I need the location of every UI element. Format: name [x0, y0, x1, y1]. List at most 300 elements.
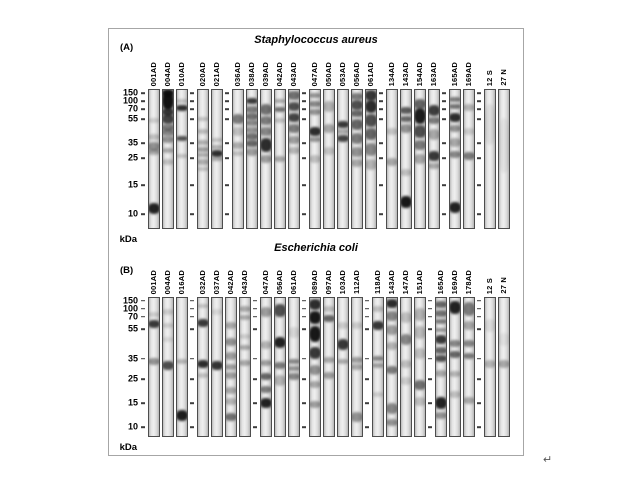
- gel-lane-061AD: [288, 269, 300, 437]
- gel-strip: [162, 89, 174, 229]
- gel-strip: [162, 297, 174, 437]
- mw-tick: [477, 92, 481, 94]
- lane-label: 032AD: [198, 269, 207, 294]
- mw-tick: [253, 300, 257, 302]
- mw-label: 150: [122, 294, 138, 305]
- mw-tick: [141, 402, 145, 404]
- gel-strip: [176, 297, 188, 437]
- gel-lane-043AD: [288, 61, 300, 229]
- protein-band: [435, 319, 447, 325]
- protein-band: [463, 152, 475, 160]
- lane-group: [141, 61, 188, 229]
- gel-lane-103AD: [337, 269, 349, 437]
- gel-lane-016AD: [176, 269, 188, 437]
- protein-band: [176, 410, 188, 421]
- protein-band: [309, 101, 321, 107]
- lane-label: 143AD: [401, 61, 410, 86]
- mw-tick: [302, 184, 306, 186]
- mw-tick: [302, 157, 306, 159]
- protein-band: [309, 127, 321, 135]
- protein-band: [372, 392, 384, 398]
- protein-band: [309, 155, 321, 163]
- protein-band: [246, 106, 258, 113]
- protein-band: [449, 391, 461, 398]
- protein-band: [400, 169, 412, 176]
- mw-tick: [365, 358, 369, 360]
- lane-group: [302, 269, 363, 437]
- mw-label: 55: [127, 113, 138, 124]
- protein-band: [288, 327, 300, 338]
- protein-band: [414, 125, 426, 137]
- lane-group: [477, 69, 510, 229]
- mw-tick: [141, 308, 145, 310]
- protein-band: [463, 104, 475, 111]
- lane-label: 163AD: [429, 61, 438, 86]
- mw-tick: [225, 184, 229, 186]
- gel-lane-169AD: [449, 269, 461, 437]
- mw-tick-column: [253, 297, 257, 437]
- mw-label: 100: [122, 95, 138, 106]
- mw-tick: [253, 378, 257, 380]
- protein-band: [400, 334, 412, 345]
- protein-band: [148, 149, 160, 155]
- mw-tick: [379, 157, 383, 159]
- protein-band: [337, 135, 349, 142]
- protein-band: [260, 155, 272, 163]
- protein-band: [351, 147, 363, 157]
- lane-group: [477, 277, 510, 437]
- protein-band: [288, 366, 300, 372]
- mw-tick: [428, 358, 432, 360]
- protein-band: [162, 159, 174, 165]
- mw-tick: [141, 213, 145, 215]
- protein-band: [400, 116, 412, 123]
- lane-label: 056AD: [352, 61, 361, 86]
- protein-band: [288, 136, 300, 144]
- mw-tick: [225, 92, 229, 94]
- mw-tick: [141, 378, 145, 380]
- protein-band: [484, 360, 496, 368]
- protein-band: [274, 107, 286, 113]
- protein-band: [239, 334, 251, 340]
- mw-tick: [477, 118, 481, 120]
- mw-label: 70: [127, 103, 138, 114]
- panel-a-gel-area: [115, 61, 519, 245]
- protein-band: [148, 203, 160, 214]
- gel-lane-178AD: [463, 269, 475, 437]
- gel-strip: [484, 89, 496, 229]
- protein-band: [351, 159, 363, 167]
- protein-band: [435, 310, 447, 317]
- lane-group: [225, 61, 300, 229]
- lane-label: 165AD: [436, 269, 445, 294]
- protein-band: [351, 110, 363, 117]
- protein-band: [288, 373, 300, 380]
- lane-group: [190, 61, 223, 229]
- protein-band: [337, 339, 349, 350]
- protein-band: [309, 365, 321, 375]
- kda-label: kDa: [119, 234, 137, 245]
- mw-tick: [442, 92, 446, 94]
- gel-lane-12S: [484, 277, 496, 437]
- protein-band: [197, 117, 209, 121]
- protein-band: [323, 306, 335, 312]
- protein-band: [414, 154, 426, 164]
- protein-band: [449, 151, 461, 158]
- protein-band: [246, 140, 258, 147]
- mw-tick: [477, 402, 481, 404]
- mw-tick: [477, 157, 481, 159]
- protein-band: [323, 357, 335, 363]
- protein-band: [260, 127, 272, 135]
- protein-band: [260, 386, 272, 393]
- protein-band: [498, 360, 510, 368]
- lane-label: 021AD: [212, 61, 221, 86]
- mw-tick: [190, 142, 194, 144]
- lane-label: 020AD: [198, 61, 207, 86]
- protein-band: [372, 356, 384, 362]
- lane-label: 047AD: [310, 61, 319, 86]
- mw-tick: [253, 402, 257, 404]
- protein-band: [386, 299, 398, 309]
- protein-band: [463, 397, 475, 404]
- gel-lane-118AD: [372, 270, 384, 437]
- lane-label: 061AD: [366, 61, 375, 86]
- protein-band: [449, 104, 461, 110]
- mw-tick: [379, 142, 383, 144]
- lane-label: 016AD: [177, 269, 186, 294]
- mw-tick: [428, 328, 432, 330]
- mw-tick: [190, 184, 194, 186]
- gel-lane-036AD: [232, 61, 244, 229]
- mw-tick: [477, 142, 481, 144]
- gel-strip: [400, 89, 412, 229]
- protein-band: [211, 145, 223, 149]
- gel-strip: [260, 89, 272, 229]
- protein-band: [428, 163, 440, 169]
- gel-lane-151AD: [414, 269, 426, 437]
- gel-lane-27N: [498, 277, 510, 437]
- mw-tick: [302, 316, 306, 318]
- lane-label: 134AD: [387, 61, 396, 86]
- protein-band: [225, 352, 237, 360]
- mw-tick: [141, 184, 145, 186]
- protein-band: [225, 413, 237, 421]
- protein-band: [176, 154, 188, 158]
- panel-b-title: Escherichia coli: [274, 242, 358, 254]
- protein-band: [197, 360, 209, 368]
- gel-strip: [449, 297, 461, 437]
- protein-band: [246, 113, 258, 120]
- lane-label: 118AD: [373, 270, 382, 294]
- mw-tick: [141, 100, 145, 102]
- protein-band: [274, 304, 286, 316]
- protein-band: [372, 306, 384, 312]
- protein-band: [162, 129, 174, 136]
- gel-lane-27N: [498, 69, 510, 229]
- mw-tick: [365, 378, 369, 380]
- gel-strip: [365, 89, 377, 229]
- mw-label: 10: [127, 208, 138, 219]
- protein-band: [148, 358, 160, 365]
- protein-band: [323, 315, 335, 322]
- mw-tick: [190, 108, 194, 110]
- gel-lane-042AD: [225, 269, 237, 437]
- protein-band: [463, 340, 475, 347]
- gel-lane-089AD: [309, 269, 321, 437]
- protein-band: [351, 100, 363, 110]
- protein-band: [365, 128, 377, 140]
- gel-strip: [232, 89, 244, 229]
- lane-label: 169AD: [464, 61, 473, 86]
- lane-label: 001AD: [149, 269, 158, 294]
- protein-band: [463, 353, 475, 360]
- protein-band: [148, 134, 160, 140]
- protein-band: [414, 348, 426, 359]
- mw-tick: [225, 157, 229, 159]
- protein-band: [400, 360, 412, 368]
- gel-lane-004AD: [162, 269, 174, 437]
- mw-tick: [428, 308, 432, 310]
- mw-tick: [141, 118, 145, 120]
- mw-tick: [253, 426, 257, 428]
- mw-tick: [442, 100, 446, 102]
- lane-label: 061AD: [289, 269, 298, 294]
- protein-band: [176, 359, 188, 365]
- protein-band: [337, 322, 349, 329]
- mw-tick: [141, 157, 145, 159]
- mw-tick: [190, 100, 194, 102]
- protein-band: [162, 337, 174, 343]
- lane-label: 27 N: [499, 277, 508, 294]
- mw-label: 25: [127, 152, 138, 163]
- mw-tick: [477, 328, 481, 330]
- protein-band: [288, 113, 300, 123]
- mw-tick: [302, 308, 306, 310]
- gel-strip: [449, 89, 461, 229]
- mw-tick: [225, 118, 229, 120]
- lane-label: 042AD: [226, 269, 235, 294]
- protein-band: [239, 345, 251, 351]
- protein-band: [211, 361, 223, 369]
- gel-lane-112AD: [351, 270, 363, 437]
- protein-band: [225, 372, 237, 379]
- mw-tick: [302, 100, 306, 102]
- gel-lane-042AD: [274, 61, 286, 229]
- protein-band: [260, 360, 272, 366]
- lane-label: 050AD: [324, 61, 333, 86]
- protein-band: [372, 363, 384, 369]
- gel-lane-12S: [484, 69, 496, 229]
- mw-tick-column: [477, 89, 481, 229]
- mw-tick: [225, 142, 229, 144]
- protein-band: [337, 129, 349, 135]
- protein-band: [449, 202, 461, 213]
- mw-tick: [141, 328, 145, 330]
- mw-tick: [141, 108, 145, 110]
- mw-tick: [225, 100, 229, 102]
- mw-tick: [428, 426, 432, 428]
- protein-band: [225, 364, 237, 371]
- gel-lane-163AD: [428, 61, 440, 229]
- protein-band: [260, 116, 272, 126]
- protein-band: [232, 127, 244, 135]
- protein-band: [386, 325, 398, 335]
- protein-band: [449, 351, 461, 358]
- protein-band: [351, 119, 363, 130]
- protein-band: [288, 124, 300, 134]
- protein-band: [435, 301, 447, 308]
- mw-tick: [365, 402, 369, 404]
- gel-strip: [211, 297, 223, 437]
- protein-band: [309, 109, 321, 115]
- mw-tick: [477, 378, 481, 380]
- gel-strip: [260, 297, 272, 437]
- mw-tick-column: [190, 89, 194, 229]
- mw-tick: [379, 184, 383, 186]
- gel-strip: [428, 89, 440, 229]
- protein-band: [498, 118, 510, 173]
- mw-tick-column: [190, 297, 194, 437]
- protein-band: [288, 147, 300, 154]
- protein-band: [260, 138, 272, 152]
- mw-tick: [428, 300, 432, 302]
- mw-tick: [477, 426, 481, 428]
- mw-tick-column: [477, 297, 481, 437]
- mw-label: 25: [127, 373, 138, 384]
- protein-band: [260, 307, 272, 317]
- mw-label: 15: [127, 397, 138, 408]
- gel-lane-134AD: [386, 61, 398, 229]
- protein-band: [232, 114, 244, 124]
- mw-tick: [379, 92, 383, 94]
- protein-band: [435, 335, 447, 345]
- protein-band: [260, 341, 272, 349]
- mw-tick: [428, 378, 432, 380]
- mw-tick-column: [442, 89, 446, 229]
- mw-tick: [477, 308, 481, 310]
- protein-band: [309, 381, 321, 388]
- mw-tick: [379, 108, 383, 110]
- lane-label: 037AD: [212, 269, 221, 294]
- protein-band: [197, 304, 209, 308]
- mw-tick: [302, 378, 306, 380]
- mw-tick: [442, 142, 446, 144]
- mw-tick: [302, 300, 306, 302]
- protein-band: [428, 117, 440, 124]
- protein-band: [386, 158, 398, 166]
- gel-strip: [274, 297, 286, 437]
- lane-label: 089AD: [310, 269, 319, 294]
- lane-group: [190, 269, 251, 437]
- protein-band: [197, 129, 209, 135]
- protein-band: [309, 93, 321, 99]
- mw-tick: [428, 316, 432, 318]
- lane-group: [379, 61, 440, 229]
- mw-tick: [477, 300, 481, 302]
- protein-band: [211, 309, 223, 315]
- mw-tick: [442, 108, 446, 110]
- protein-band: [309, 347, 321, 359]
- protein-band: [260, 104, 272, 115]
- lane-label: 169AD: [450, 269, 459, 294]
- protein-band: [365, 114, 377, 126]
- protein-band: [309, 311, 321, 323]
- protein-band: [197, 167, 209, 171]
- gel-strip: [337, 89, 349, 229]
- protein-band: [463, 302, 475, 316]
- protein-band: [365, 143, 377, 155]
- protein-band: [449, 340, 461, 347]
- gel-lane-097AD: [323, 269, 335, 437]
- gel-strip: [351, 89, 363, 229]
- gel-strip: [274, 89, 286, 229]
- mw-tick: [302, 118, 306, 120]
- protein-band: [274, 99, 286, 103]
- lane-label: 004AD: [163, 61, 172, 86]
- mw-tick: [190, 92, 194, 94]
- protein-band: [225, 387, 237, 394]
- mw-tick: [190, 308, 194, 310]
- gel-lane-169AD: [463, 61, 475, 229]
- mw-tick: [190, 402, 194, 404]
- protein-band: [309, 326, 321, 343]
- gel-strip: [400, 297, 412, 437]
- gel-lane-032AD: [197, 269, 209, 437]
- mw-label: 35: [127, 137, 138, 148]
- protein-band: [435, 397, 447, 409]
- mw-tick: [302, 358, 306, 360]
- mw-label: 55: [127, 323, 138, 334]
- protein-band: [386, 366, 398, 374]
- gel-strip: [197, 297, 209, 437]
- protein-band: [449, 371, 461, 377]
- mw-tick: [141, 358, 145, 360]
- mw-tick: [477, 358, 481, 360]
- lane-label: 053AD: [338, 61, 347, 86]
- panel-b-label: (B): [120, 265, 134, 276]
- lane-label: 147AD: [401, 269, 410, 294]
- panel-b-gel-area: [115, 269, 519, 453]
- protein-band: [323, 372, 335, 379]
- lane-label: 038AD: [247, 61, 256, 86]
- mw-tick: [365, 316, 369, 318]
- lane-label: 165AD: [450, 61, 459, 86]
- mw-tick: [477, 108, 481, 110]
- gel-strip: [498, 297, 510, 437]
- mw-tick: [365, 426, 369, 428]
- mw-tick-column: [141, 297, 145, 437]
- gel-lane-143AD: [400, 61, 412, 229]
- protein-band: [386, 128, 398, 135]
- gel-lane-143AD: [386, 269, 398, 437]
- protein-band: [386, 419, 398, 426]
- protein-band: [372, 321, 384, 329]
- protein-band: [197, 373, 209, 379]
- lane-label: 039AD: [261, 61, 270, 86]
- protein-band: [246, 98, 258, 105]
- return-mark-icon: ↵: [543, 454, 553, 466]
- protein-band: [260, 373, 272, 380]
- protein-band: [484, 104, 496, 145]
- mw-label: 35: [127, 352, 138, 363]
- gel-strip: [463, 297, 475, 437]
- protein-band: [309, 401, 321, 408]
- mw-tick: [253, 358, 257, 360]
- protein-band: [414, 397, 426, 405]
- gel-lane-038AD: [246, 61, 258, 229]
- protein-band: [211, 157, 223, 161]
